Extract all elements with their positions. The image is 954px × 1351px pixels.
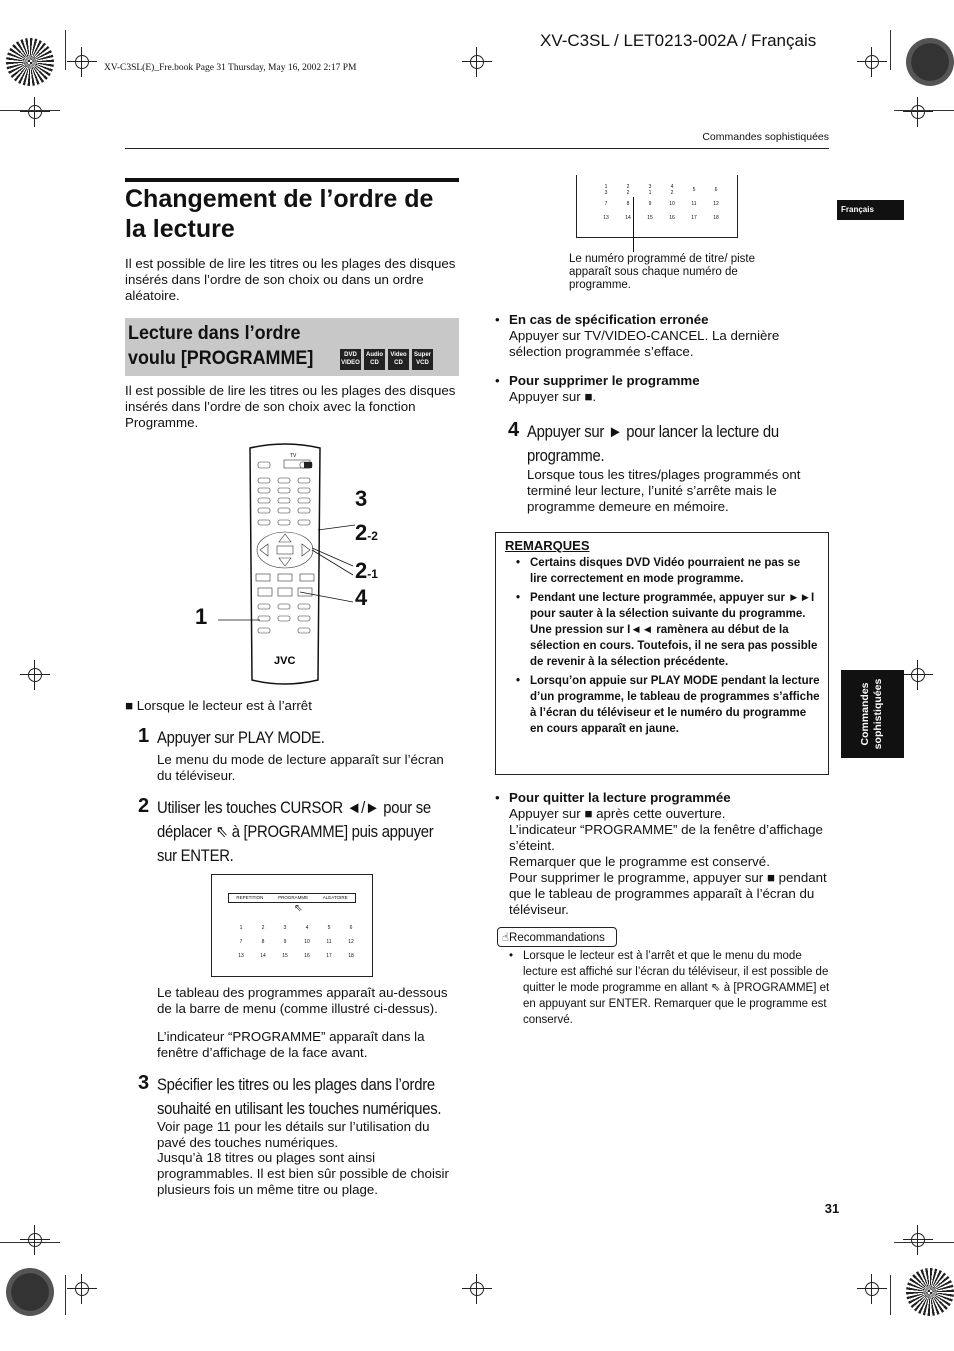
cursor-hand-icon: ⇖	[294, 903, 303, 914]
header-rule	[125, 148, 829, 149]
program-cell: 17	[691, 215, 697, 221]
callout-2-2-suffix: -2	[367, 529, 378, 543]
trim-line	[0, 110, 60, 111]
recommend-label-box	[497, 927, 617, 947]
menu-cell: 2	[261, 925, 265, 931]
program-cell: 13	[603, 215, 609, 221]
program-cell: 12	[713, 201, 719, 207]
program-cell: 11	[691, 201, 697, 207]
program-cell: 2 2	[626, 184, 630, 196]
menu-cell: 7	[239, 939, 243, 945]
badge-audio-cd: Audio CD	[364, 349, 385, 370]
menu-cell: 3	[283, 925, 287, 931]
program-cell: 4 2	[670, 184, 674, 196]
recommend-list	[505, 948, 830, 1028]
color-registration-mark	[6, 1268, 54, 1316]
menu-cell: 10	[304, 939, 310, 945]
menu-cell: 17	[326, 953, 332, 959]
program-grid	[595, 183, 727, 225]
menu-cell: 18	[348, 953, 354, 959]
program-cell: 9	[648, 201, 652, 207]
trim-line	[894, 1242, 954, 1243]
callout-4: 4	[355, 585, 368, 610]
step-1-title: Appuyer sur PLAY MODE.	[157, 729, 325, 747]
subsection-title: Lecture dans l’ordre voulu [PROGRAMME]	[128, 322, 314, 369]
quit-line: Pour supprimer le programme, appuyer sur ■ pendant que le tableau de programmes apparaît à l’écran du téléviseur.	[509, 870, 827, 917]
menu-cell: 6	[349, 925, 353, 931]
step-1-text: Le menu du mode de lecture apparaît sur l’écran du téléviseur.	[157, 752, 444, 783]
menu-tab-repetition: REPETITION	[236, 895, 264, 900]
menu-tab-programme: PROGRAMME	[278, 895, 309, 900]
crosshair-mark	[903, 660, 933, 690]
menu-cell: 4	[305, 925, 309, 931]
remote-tv-label: TV	[290, 453, 297, 459]
step-2-number: 2	[138, 795, 150, 817]
quit-line: Appuyer sur ■ après cette ouverture.	[509, 806, 726, 821]
play-mode-menu-screen	[211, 874, 373, 977]
page-number: 31	[824, 1201, 840, 1216]
crosshair-mark	[462, 1274, 492, 1304]
program-cell: 18	[713, 215, 719, 221]
running-header: Commandes sophistiquées	[702, 131, 829, 143]
program-cell: 6	[714, 187, 718, 193]
step-3-title: Spécifier les titres ou les plages dans l’ordre souhaité en utilisant les touches numériques.	[157, 1076, 442, 1118]
disc-badges	[337, 349, 433, 370]
program-cell: 15	[647, 215, 653, 221]
chapter-tab	[841, 670, 904, 758]
trim-line	[894, 110, 954, 111]
color-registration-mark	[906, 38, 954, 86]
step-1-number: 1	[138, 725, 150, 747]
step-2-text-2: L’indicateur “PROGRAMME” apparaît dans la fenêtre d’affichage de la face avant.	[157, 1029, 425, 1060]
badge-dvd-video: DVD VIDEO	[340, 349, 361, 370]
trim-line	[65, 1275, 66, 1315]
menu-program-grid	[230, 921, 362, 963]
bullet-title: En cas de spécification erronée	[509, 312, 709, 327]
step-3-number: 3	[138, 1072, 150, 1094]
callout-2-2	[355, 520, 378, 546]
menu-cell: 15	[282, 953, 288, 959]
menu-cell: 5	[327, 925, 331, 931]
badge-video-cd: Video CD	[388, 349, 409, 370]
menu-cell: 13	[238, 953, 244, 959]
crosshair-mark	[903, 1225, 933, 1255]
remark-item: • Lorsqu’on appuie sur PLAY MODE pendant la lecture d’un programme, le tableau de programmes s’affiche à l’écran du téléviseur et le numéro du programme en cours apparaît en jaune.	[512, 673, 820, 737]
program-cell: 1 3	[604, 184, 608, 196]
crosshair-mark	[67, 1274, 97, 1304]
remarks-box	[495, 532, 829, 775]
step-4-text: Lorsque tous les titres/plages programmés ont terminé leur lecture, l’unité s’arrête mais le programme demeure en mémoire.	[527, 467, 801, 514]
language-tab-label: Français	[841, 205, 874, 214]
trim-line	[890, 30, 891, 70]
language-tab	[837, 200, 904, 220]
delete-bullet	[491, 373, 831, 405]
recommend-item: • Lorsque le lecteur est à l’arrêt et que le menu du mode lecture est affiché sur l’écran du téléviseur, il est possible de quitter le mode programme en allant ⇖ à [PROGRAMME] et en appuyant sur ENTER. Remarquer que le programme est conservé.	[505, 948, 830, 1028]
program-cell: 7	[604, 201, 608, 207]
menu-tab-aleatoire: ALEATOIRE	[322, 895, 348, 900]
subsection-text: Il est possible de lire les titres ou les plages des disques insérés dans l’ordre de son choix avec la fonction Programme.	[125, 383, 456, 430]
menu-cell: 16	[304, 953, 310, 959]
remarks-title: REMARQUES	[505, 538, 590, 553]
bullet-title: Pour supprimer le programme	[509, 373, 700, 388]
remark-item: • Pendant une lecture programmée, appuyer sur ►►I pour sauter à la sélection suivante du programme. Une pression sur I◄◄ ramènera au début de la sélection en cours. Toutefois, il ne sera pas possible de revenir à la sélection précédente.	[512, 590, 820, 670]
book-info: XV-C3SL(E)_Fre.book Page 31 Thursday, May 16, 2002 2:17 PM	[104, 63, 357, 73]
menu-cell: 9	[283, 939, 287, 945]
hand-pointer-icon: ☝	[502, 932, 510, 944]
error-bullet	[491, 312, 831, 360]
remark-item: • Certains disques DVD Vidéo pourraient ne pas se lire correctement en mode programme.	[512, 555, 820, 587]
color-registration-mark	[6, 38, 54, 86]
trim-line	[890, 1275, 891, 1315]
crosshair-mark	[857, 1274, 887, 1304]
callout-2-1-number: 2	[355, 558, 368, 583]
step-2-title: Utiliser les touches CURSOR ◄/► pour se déplacer ⇖ à [PROGRAMME] puis appuyer sur ENTER.	[157, 799, 434, 865]
callout-1: 1	[195, 604, 208, 629]
callout-3: 3	[355, 486, 368, 511]
crosshair-mark	[20, 1225, 50, 1255]
program-cell: 8	[626, 201, 630, 207]
crosshair-mark	[67, 47, 97, 77]
quit-title: Pour quitter la lecture programmée	[509, 790, 731, 805]
title-rule	[125, 178, 459, 182]
callout-2-1	[355, 558, 378, 584]
program-cell: 14	[625, 215, 631, 221]
step-3-text-2: Jusqu’à 18 titres ou plages sont ainsi programmables. Il est bien sûr possible de choisir plusieurs fois un même titre ou plage.	[157, 1150, 449, 1197]
program-table-screen	[576, 175, 738, 238]
crosshair-mark	[20, 97, 50, 127]
step-4-number: 4	[508, 419, 520, 441]
menu-cell: 11	[326, 939, 332, 945]
step-4-title: Appuyer sur ► pour lancer la lecture du programme.	[527, 423, 779, 465]
badge-super-vcd: Super VCD	[412, 349, 433, 370]
remote-brand-logo: JVC	[274, 655, 296, 667]
intro-text: Il est possible de lire les titres ou les plages des disques insérés dans l’ordre de son choix ou dans un ordre aléatoire.	[125, 256, 456, 303]
color-registration-mark	[906, 1268, 954, 1316]
chapter-tab-label: Commandes sophistiquées	[859, 678, 884, 750]
step-3-text-1: Voir page 11 pour les détails sur l’utilisation du pavé des touches numériques.	[157, 1119, 430, 1150]
program-cell: 10	[669, 201, 675, 207]
recommend-label: Recommandations	[509, 932, 605, 944]
crosshair-mark	[857, 47, 887, 77]
trim-line	[0, 1242, 60, 1243]
quit-bullet	[491, 790, 831, 918]
stop-note: ■ Lorsque le lecteur est à l’arrêt	[125, 698, 312, 713]
trim-line	[65, 30, 66, 70]
bullet-item	[491, 373, 831, 405]
program-cell: 5	[692, 187, 696, 193]
bullet-text: Appuyer sur ■.	[509, 389, 597, 404]
bullet-text: Appuyer sur TV/VIDEO-CANCEL. La dernière sélection programmée s’efface.	[509, 328, 780, 359]
program-table-caption: Le numéro programmé de titre/ piste apparaît sous chaque numéro de programme.	[569, 253, 756, 291]
bullet-item	[491, 312, 831, 360]
quit-line: L’indicateur “PROGRAMME” de la fenêtre d’affichage s’éteint.	[509, 822, 823, 853]
menu-cell: 12	[348, 939, 354, 945]
program-cell: 16	[669, 215, 675, 221]
program-cell: 3 1	[648, 184, 652, 196]
crosshair-mark	[20, 660, 50, 690]
menu-cell: 8	[261, 939, 265, 945]
menu-cell: 14	[260, 953, 266, 959]
callout-line	[633, 197, 634, 252]
remarks-list	[512, 555, 820, 737]
menu-cell: 1	[239, 925, 243, 931]
bullet-item	[491, 790, 831, 918]
crosshair-mark	[462, 47, 492, 77]
callout-2-1-suffix: -1	[367, 567, 378, 581]
menu-tab-bar	[228, 893, 356, 903]
page-title: Changement de l’ordre de la lecture	[125, 185, 434, 243]
doc-reference: XV-C3SL / LET0213-002A / Français	[540, 31, 817, 50]
step-2-text-1: Le tableau des programmes apparaît au-dessous de la barre de menu (comme illustré ci-dessus).	[157, 985, 448, 1016]
crosshair-mark	[903, 97, 933, 127]
quit-line: Remarquer que le programme est conservé.	[509, 854, 770, 869]
callout-2-2-number: 2	[355, 520, 368, 545]
